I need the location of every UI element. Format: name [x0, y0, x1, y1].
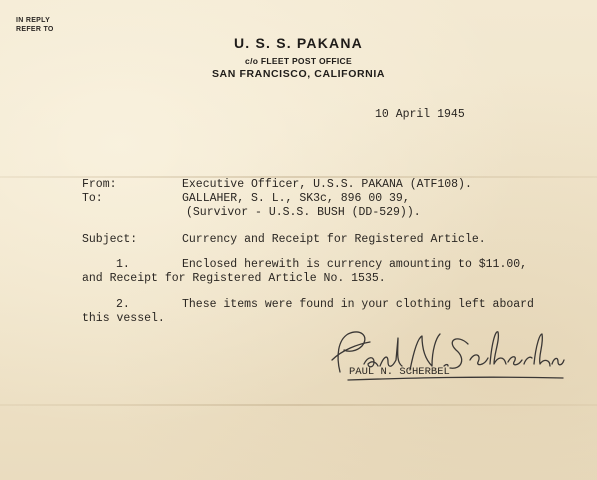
fleet-post-office: c/o FLEET POST OFFICE [245, 56, 352, 66]
letter-date: 10 April 1945 [375, 108, 465, 121]
paragraph-2-line2: this vessel. [82, 312, 165, 325]
signer-typed-name: PAUL N. SCHERBEL [349, 366, 450, 378]
to-label: To: [82, 192, 103, 205]
in-reply-label: IN REPLY [16, 17, 51, 24]
paragraph-2-number: 2. [116, 298, 130, 311]
paragraph-2-line1: These items were found in your clothing left aboard [182, 298, 534, 311]
paper-fold-line [0, 404, 597, 406]
from-value: Executive Officer, U.S.S. PAKANA (ATF108). [182, 178, 472, 191]
from-label: From: [82, 178, 117, 191]
to-value-line1: GALLAHER, S. L., SK3c, 896 00 39, [182, 192, 410, 205]
paragraph-1-line1: Enclosed herewith is currency amounting to $11.00, [182, 258, 528, 271]
subject-value: Currency and Receipt for Registered Article. [182, 233, 486, 246]
subject-label: Subject: [82, 233, 138, 246]
ship-city: SAN FRANCISCO, CALIFORNIA [211, 68, 386, 80]
refer-to-label: REFER TO [16, 26, 54, 33]
handwritten-signature [318, 320, 568, 390]
ship-name: U. S. S. PAKANA [234, 35, 363, 51]
to-value-line2: (Survivor - U.S.S. BUSH (DD-529)). [186, 206, 421, 219]
paragraph-1-line2: and Receipt for Registered Article No. 1535. [82, 272, 386, 285]
paragraph-1-number: 1. [116, 258, 130, 271]
